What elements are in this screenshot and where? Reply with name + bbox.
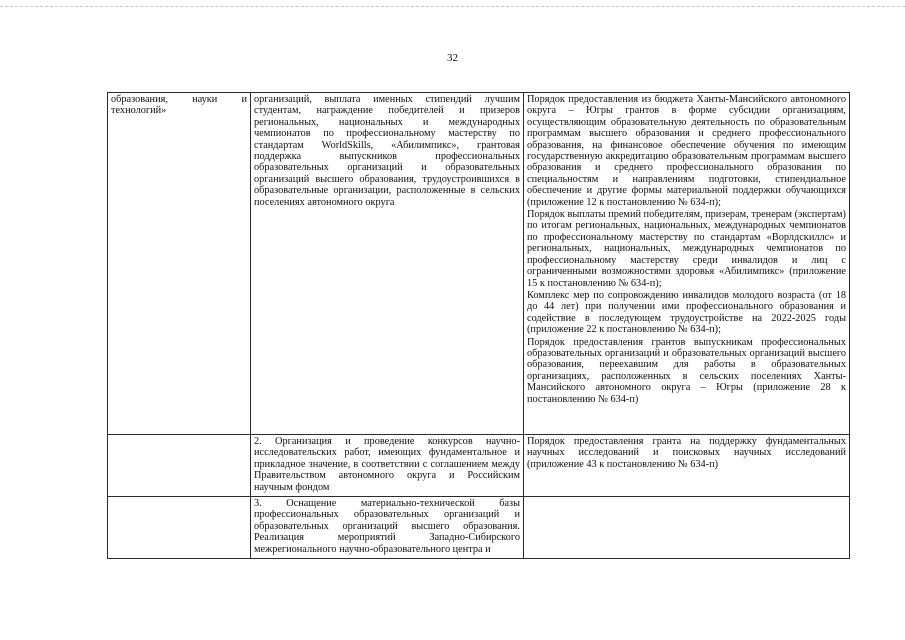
- table-cell-measure: [251, 93, 524, 435]
- cell-text: 2. Организация и проведение конкурсов научно-исследовательских работ, имеющих фундаментальное и прикладное значение, в соответствии с соглашением между Правительством автономного округа и Российским научным фондом: [254, 436, 520, 493]
- document-paragraph: Комплекс мер по сопровождению инвалидов молодого возраста (от 18 до 44 лет) при получении ими профессионального образования и содействие в последующем трудоустройстве на 2022-2025 годы (приложение 22 к постановлению № 634-п);: [527, 289, 846, 336]
- page-number: 32: [447, 52, 458, 64]
- table-row: [108, 93, 850, 435]
- program-table: [107, 92, 850, 559]
- table-cell-documents: [524, 497, 850, 559]
- scan-edge-artifact: [0, 6, 905, 7]
- document-paragraph: Порядок предоставления из бюджета Ханты-Мансийского автономного округа – Югры грантов в форме субсидии организациям, осуществляющим образовательную деятельность по образовательным программам высшего образования и среднего профессионального образования, на финансовое обеспечение обучения по имеющим государственную аккредитацию образовательным программам высшего образования и среднего профессионального образования по специальностям и направлениям подготовки, стипендиальное обеспечение и другие формы материальной поддержки обучающихся (приложение 12 к постановлению № 634-п);: [527, 94, 846, 208]
- table-cell-responsible: [108, 497, 251, 559]
- table-row: [108, 497, 850, 559]
- table-cell-documents: [524, 93, 850, 435]
- table-cell-responsible: [108, 93, 251, 435]
- cell-text: 3. Оснащение материально-технической базы профессиональных образовательных организаций и образовательных организаций высшего образования. Реализация мероприятий Западно-Сибирского межрегионального научно-образовательного центра и: [254, 498, 520, 555]
- table-cell-measure: [251, 435, 524, 497]
- table-cell-responsible: [108, 435, 251, 497]
- table-row: [108, 435, 850, 497]
- cell-text: организаций, выплата именных стипендий лучшим студентам, награждение победителей и призеров региональных, национальных и международных чемпионатов по профессиональному мастерству по стандартам WorldSkills, «Абилимпикс», грантовая поддержка выпускников профессиональных образовательных организаций и образовательных организаций высшего образования, трудоустроившихся в образовательные организации, расположенные в сельских поселениях автономного округа: [254, 94, 520, 208]
- cell-text: образования, науки и технологий»: [111, 94, 247, 117]
- table-cell-documents: [524, 435, 850, 497]
- document-paragraph: Порядок предоставления гранта на поддержку фундаментальных научных исследований и поисковых научных исследований (приложение 43 к постановлению № 634-п): [527, 436, 846, 470]
- document-paragraph: Порядок выплаты премий победителям, призерам, тренерам (экспертам) по итогам региональных, национальных, международных чемпионатов по профессиональному мастерству по стандартам «Ворлдскиллс» и региональных, национальных, международных чемпионатов по профессиональному мастерству среди инвалидов и лиц с ограниченными возможностями здоровья «Абилимпикс» (приложение 15 к постановлению № 634-п);: [527, 209, 846, 289]
- table-cell-measure: [251, 497, 524, 559]
- document-paragraph: Порядок предоставления грантов выпускникам профессиональных образовательных организаций и образовательных организаций высшего образования, переехавшим для работы в образовательных организациях, расположенных в сельских поселениях Ханты-Мансийского автономного округа – Югры (приложение 28 к постановлению № 634-п): [527, 336, 846, 405]
